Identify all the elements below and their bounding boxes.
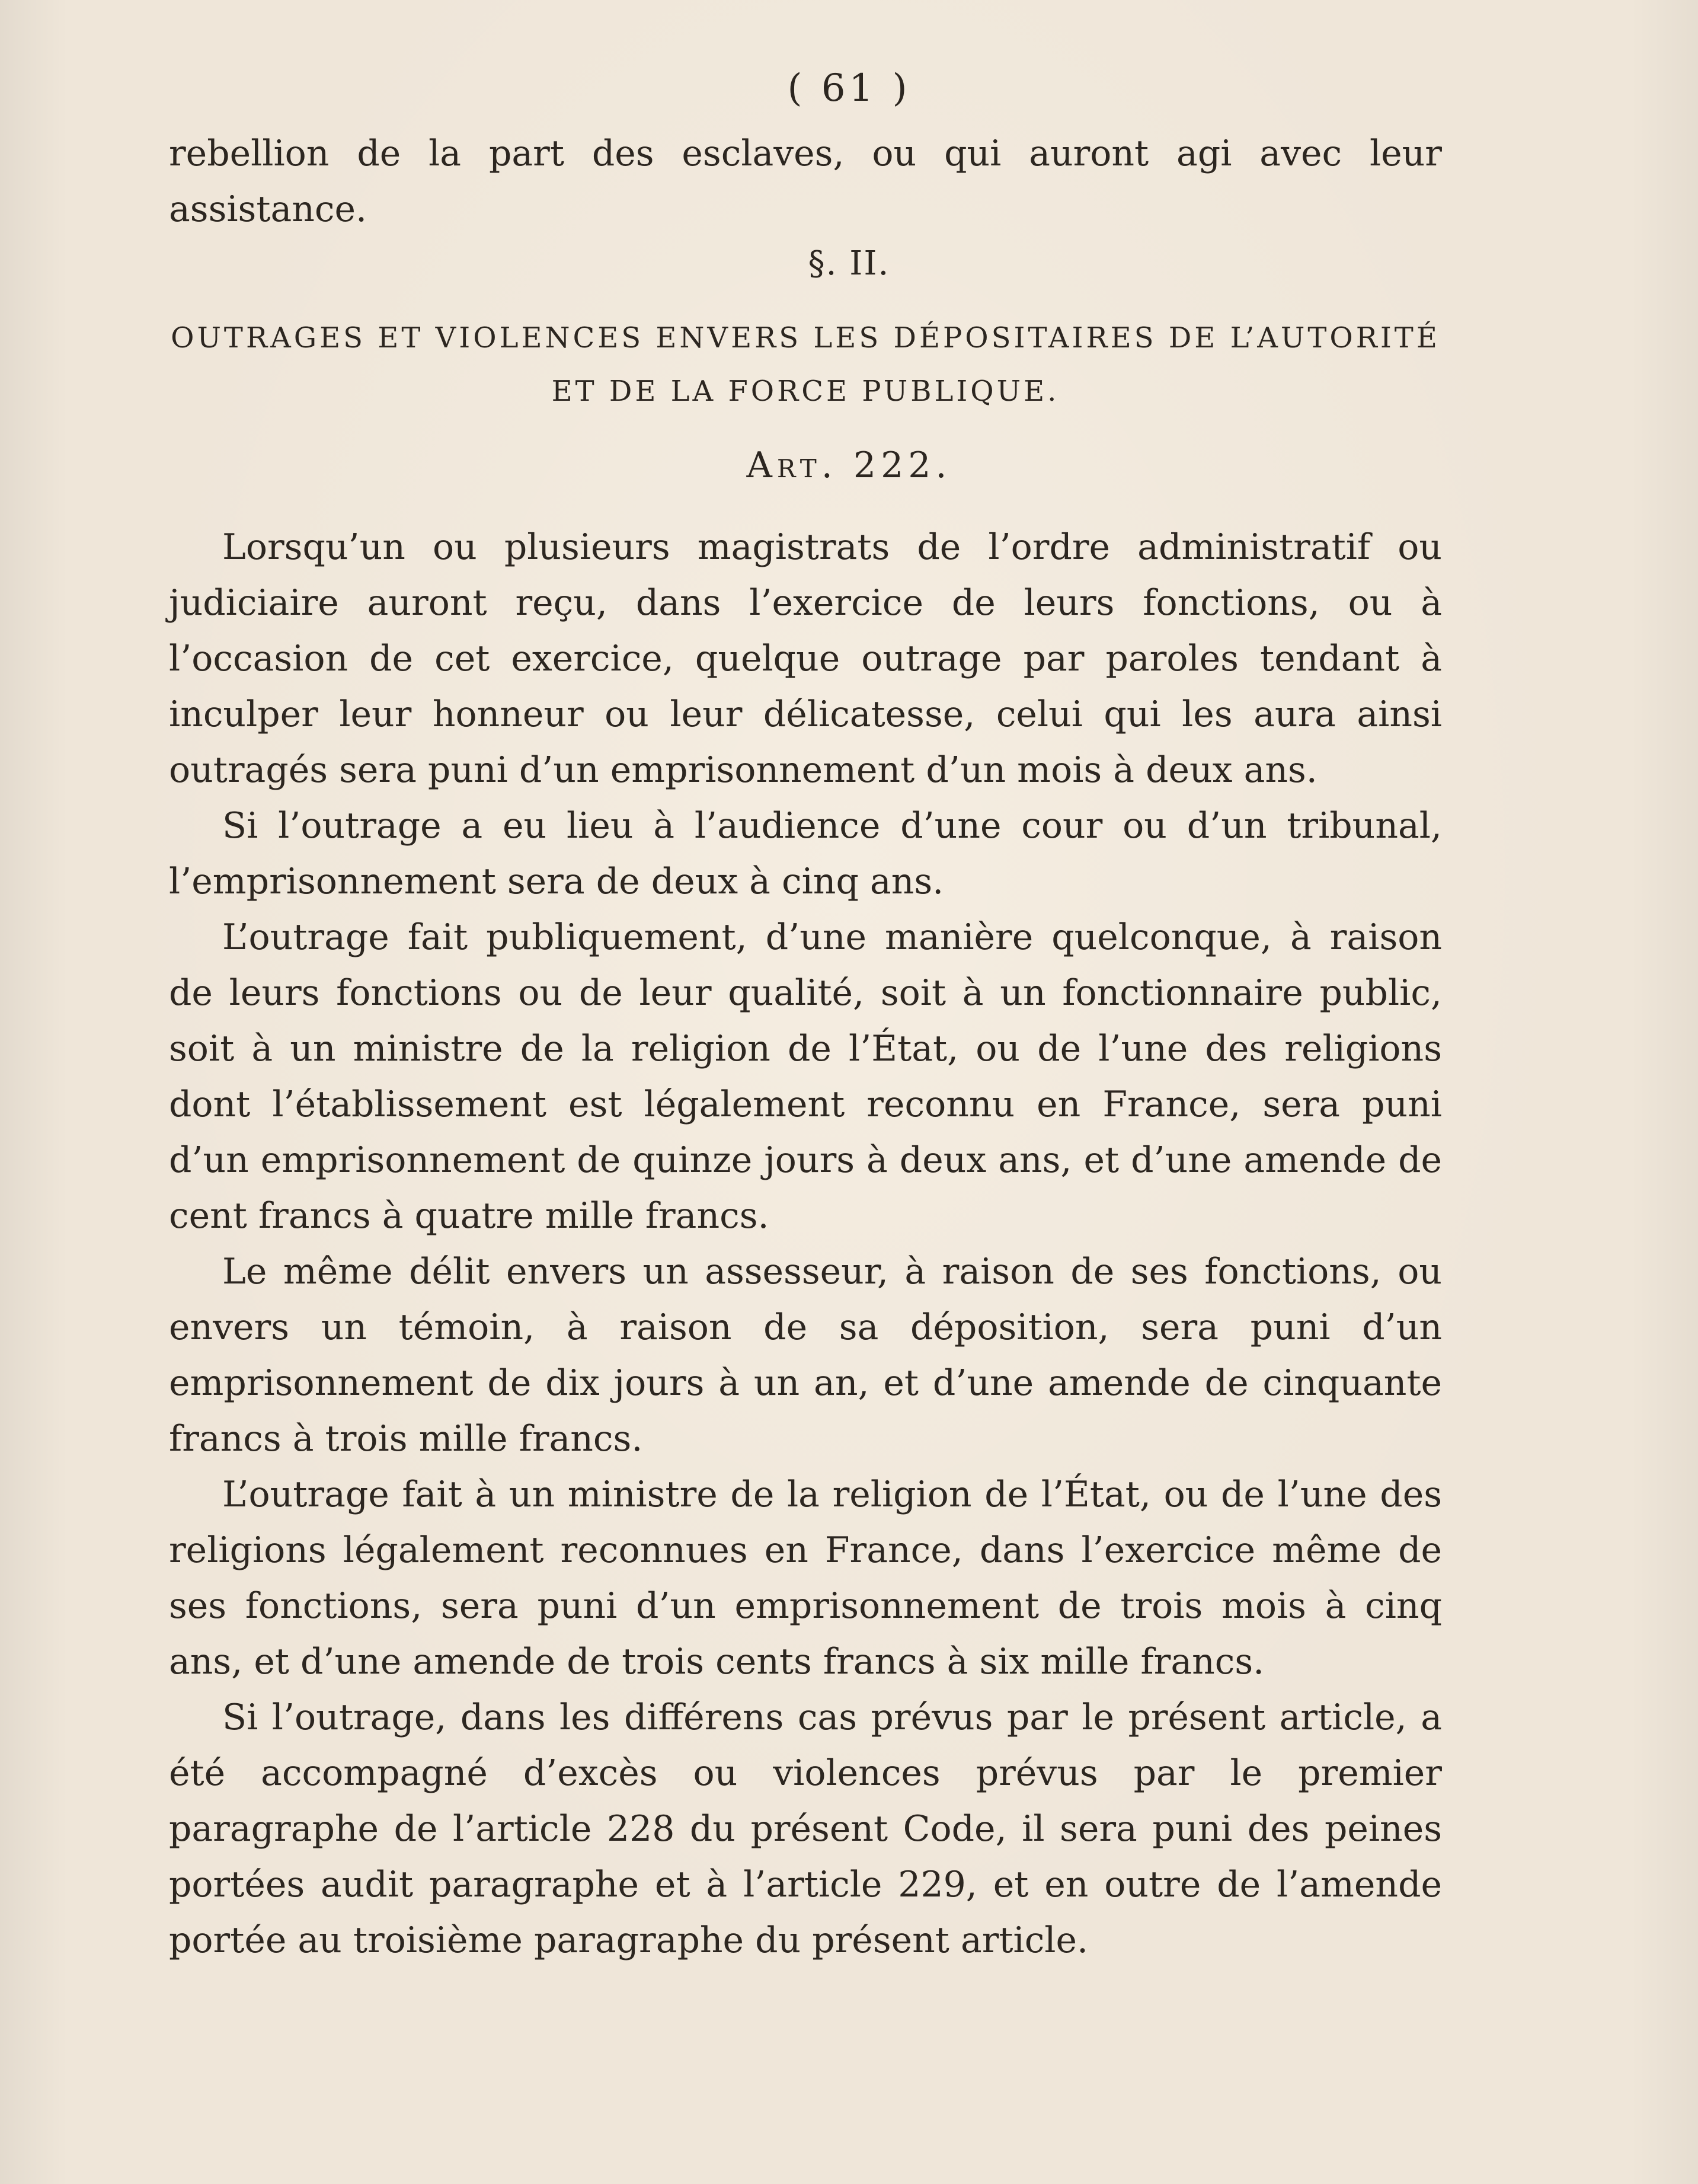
article-paragraph-6: Si l’outrage, dans les différens cas prévus par le présent article, a été accompagné d’excès ou violences prévus par le premier paragraphe de l’article 228 du présent Code, il sera puni des peines portées audit paragraphe et à l’article 229, et en outre de l’amende portée au troisième paragraphe du présent article.: [169, 1697, 1442, 1961]
continuation-text: [169, 126, 1442, 237]
article-paragraph-5: L’outrage fait à un ministre de la religion de l’État, ou de l’une des religions légalement reconnues en France, dans l’exercice même de ses fonctions, sera puni d’un emprisonnement de trois mois à cinq ans, et d’une amende de trois cents francs à six mille francs.: [169, 1474, 1442, 1682]
section-number: §. II.: [808, 244, 890, 283]
section-title: OUTRAGES ET VIOLENCES ENVERS LES DÉPOSITAIRES DE L’AUTORITÉ ET DE LA FORCE PUBLIQUE.: [171, 321, 1440, 408]
continuation-paragraph: rebellion de la part des esclaves, ou qui auront agi avec leur assistance.: [169, 133, 1442, 230]
article-body: [169, 519, 1442, 1968]
article-paragraph-1: Lorsqu’un ou plusieurs magistrats de l’ordre administratif ou judiciaire auront reçu, dans l’exercice de leurs fonctions, ou à l’occasion de cet exercice, quelque outrage par paroles tendant à inculper leur honneur ou leur délicatesse, celui qui les aura ainsi outragés sera puni d’un emprisonnement d’un mois à deux ans.: [169, 526, 1442, 791]
article-paragraph-4: Le même délit envers un assesseur, à raison de ses fonctions, ou envers un témoin, à raison de sa déposition, sera puni d’un emprisonnement de dix jours à un an, et d’une amende de cinquante francs à trois mille francs.: [169, 1251, 1442, 1460]
article-paragraph-3: L’outrage fait publiquement, d’une manière quelconque, à raison de leurs fonctions ou de leur qualité, soit à un fonctionnaire public, soit à un ministre de la religion de l’État, ou de l’une des religions dont l’établissement est légalement reconnu en France, sera puni d’un emprisonnement de quinze jours à deux ans, et d’une amende de cent francs à quatre mille francs.: [169, 917, 1442, 1237]
page-number: ( 61 ): [787, 66, 911, 110]
article-paragraph-2: Si l’outrage a eu lieu à l’audience d’une cour ou d’un tribunal, l’emprisonnement sera de deux à cinq ans.: [169, 805, 1442, 902]
article-heading: Art. 222.: [746, 445, 952, 486]
